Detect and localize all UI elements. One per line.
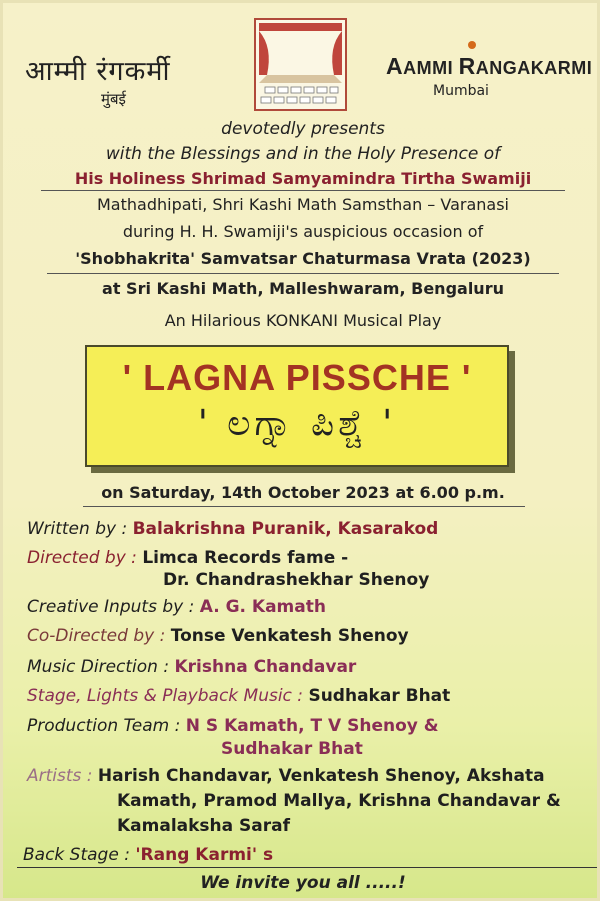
- credit-name: Limca Records fame -: [142, 548, 349, 568]
- vrata-underline: [47, 273, 559, 274]
- credit-role: Creative Inputs by :: [27, 597, 200, 617]
- credit-role: Co-Directed by :: [27, 626, 171, 646]
- play-type-line: An Hilarious KONKANI Musical Play: [164, 311, 442, 330]
- credit-role: Back Stage :: [23, 845, 136, 865]
- english-city: Mumbai: [433, 83, 489, 99]
- hindi-city: मुंबई: [101, 90, 126, 108]
- hindi-org-name: आम्मी रंगकर्मी: [25, 56, 171, 87]
- credit-stage: [27, 686, 450, 706]
- math-line: Mathadhipati, Shri Kashi Math Samsthan – Varanasi: [97, 195, 509, 214]
- english-org-name: AAMMI RANGAKARMI: [386, 53, 593, 79]
- credit-role: Production Team :: [27, 716, 186, 736]
- presents-line: devotedly presents: [221, 119, 385, 139]
- credit-music: [27, 657, 356, 677]
- date-underline: [83, 506, 525, 507]
- credit-artists-cont1: Kamath, Pramod Mallya, Krishna Chandavar &: [117, 791, 561, 811]
- holiness-underline: [41, 190, 565, 191]
- date-line: on Saturday, 14th October 2023 at 6.00 p.m.: [101, 483, 505, 502]
- credit-artists: [27, 766, 545, 786]
- credit-directed: [27, 548, 348, 568]
- venue-line: at Sri Kashi Math, Malleshwaram, Bengaluru: [102, 279, 504, 298]
- credit-creative: [27, 597, 326, 617]
- credit-role: Directed by :: [27, 548, 143, 568]
- backstage-underline: [17, 867, 597, 868]
- credit-written: [27, 519, 438, 539]
- credit-name: 'Rang Karmi' s: [135, 845, 274, 865]
- credit-role: Artists :: [27, 766, 98, 786]
- credit-role: Written by :: [27, 519, 133, 539]
- credit-name: Krishna Chandavar: [174, 657, 357, 677]
- credit-role: Music Direction :: [27, 657, 175, 677]
- credit-name: Balakrishna Puranik, Kasarakod: [132, 519, 439, 539]
- blessings-line: with the Blessings and in the Holy Presence of: [105, 144, 501, 164]
- play-title-kannada: ' ಲಗ್ನಾ ಪಿಶ್ಚೆ ': [197, 403, 397, 444]
- holiness-line: His Holiness Shrimad Samyamindra Tirtha Swamiji: [74, 169, 532, 188]
- credit-name: Sudhakar Bhat: [308, 686, 451, 706]
- credit-name: A. G. Kamath: [199, 597, 326, 617]
- credit-artists-cont2: Kamalaksha Saraf: [117, 816, 291, 836]
- play-title-english: ' LAGNA PISSCHE ': [122, 357, 472, 398]
- credit-name: Tonse Venkatesh Shenoy: [170, 626, 409, 646]
- credit-backstage: [23, 845, 273, 865]
- credit-role: Stage, Lights & Playback Music :: [27, 686, 309, 706]
- invite-line: We invite you all .....!: [200, 873, 406, 893]
- theatre-stage-icon: [253, 17, 348, 112]
- logo-dot: [468, 41, 476, 49]
- credit-name: Harish Chandavar, Venkatesh Shenoy, Akshata: [97, 766, 545, 786]
- credit-production-cont: Sudhakar Bhat: [221, 739, 363, 759]
- credit-directed-cont: Dr. Chandrashekhar Shenoy: [163, 570, 430, 590]
- credit-name: N S Kamath, T V Shenoy &: [185, 716, 439, 736]
- credit-production: [27, 716, 439, 736]
- occasion-line: during H. H. Swamiji's auspicious occasion of: [122, 222, 484, 241]
- play-title-box: [85, 345, 509, 467]
- vrata-line: 'Shobhakrita' Samvatsar Chaturmasa Vrata (2023): [75, 249, 531, 268]
- credit-codirected: [27, 626, 409, 646]
